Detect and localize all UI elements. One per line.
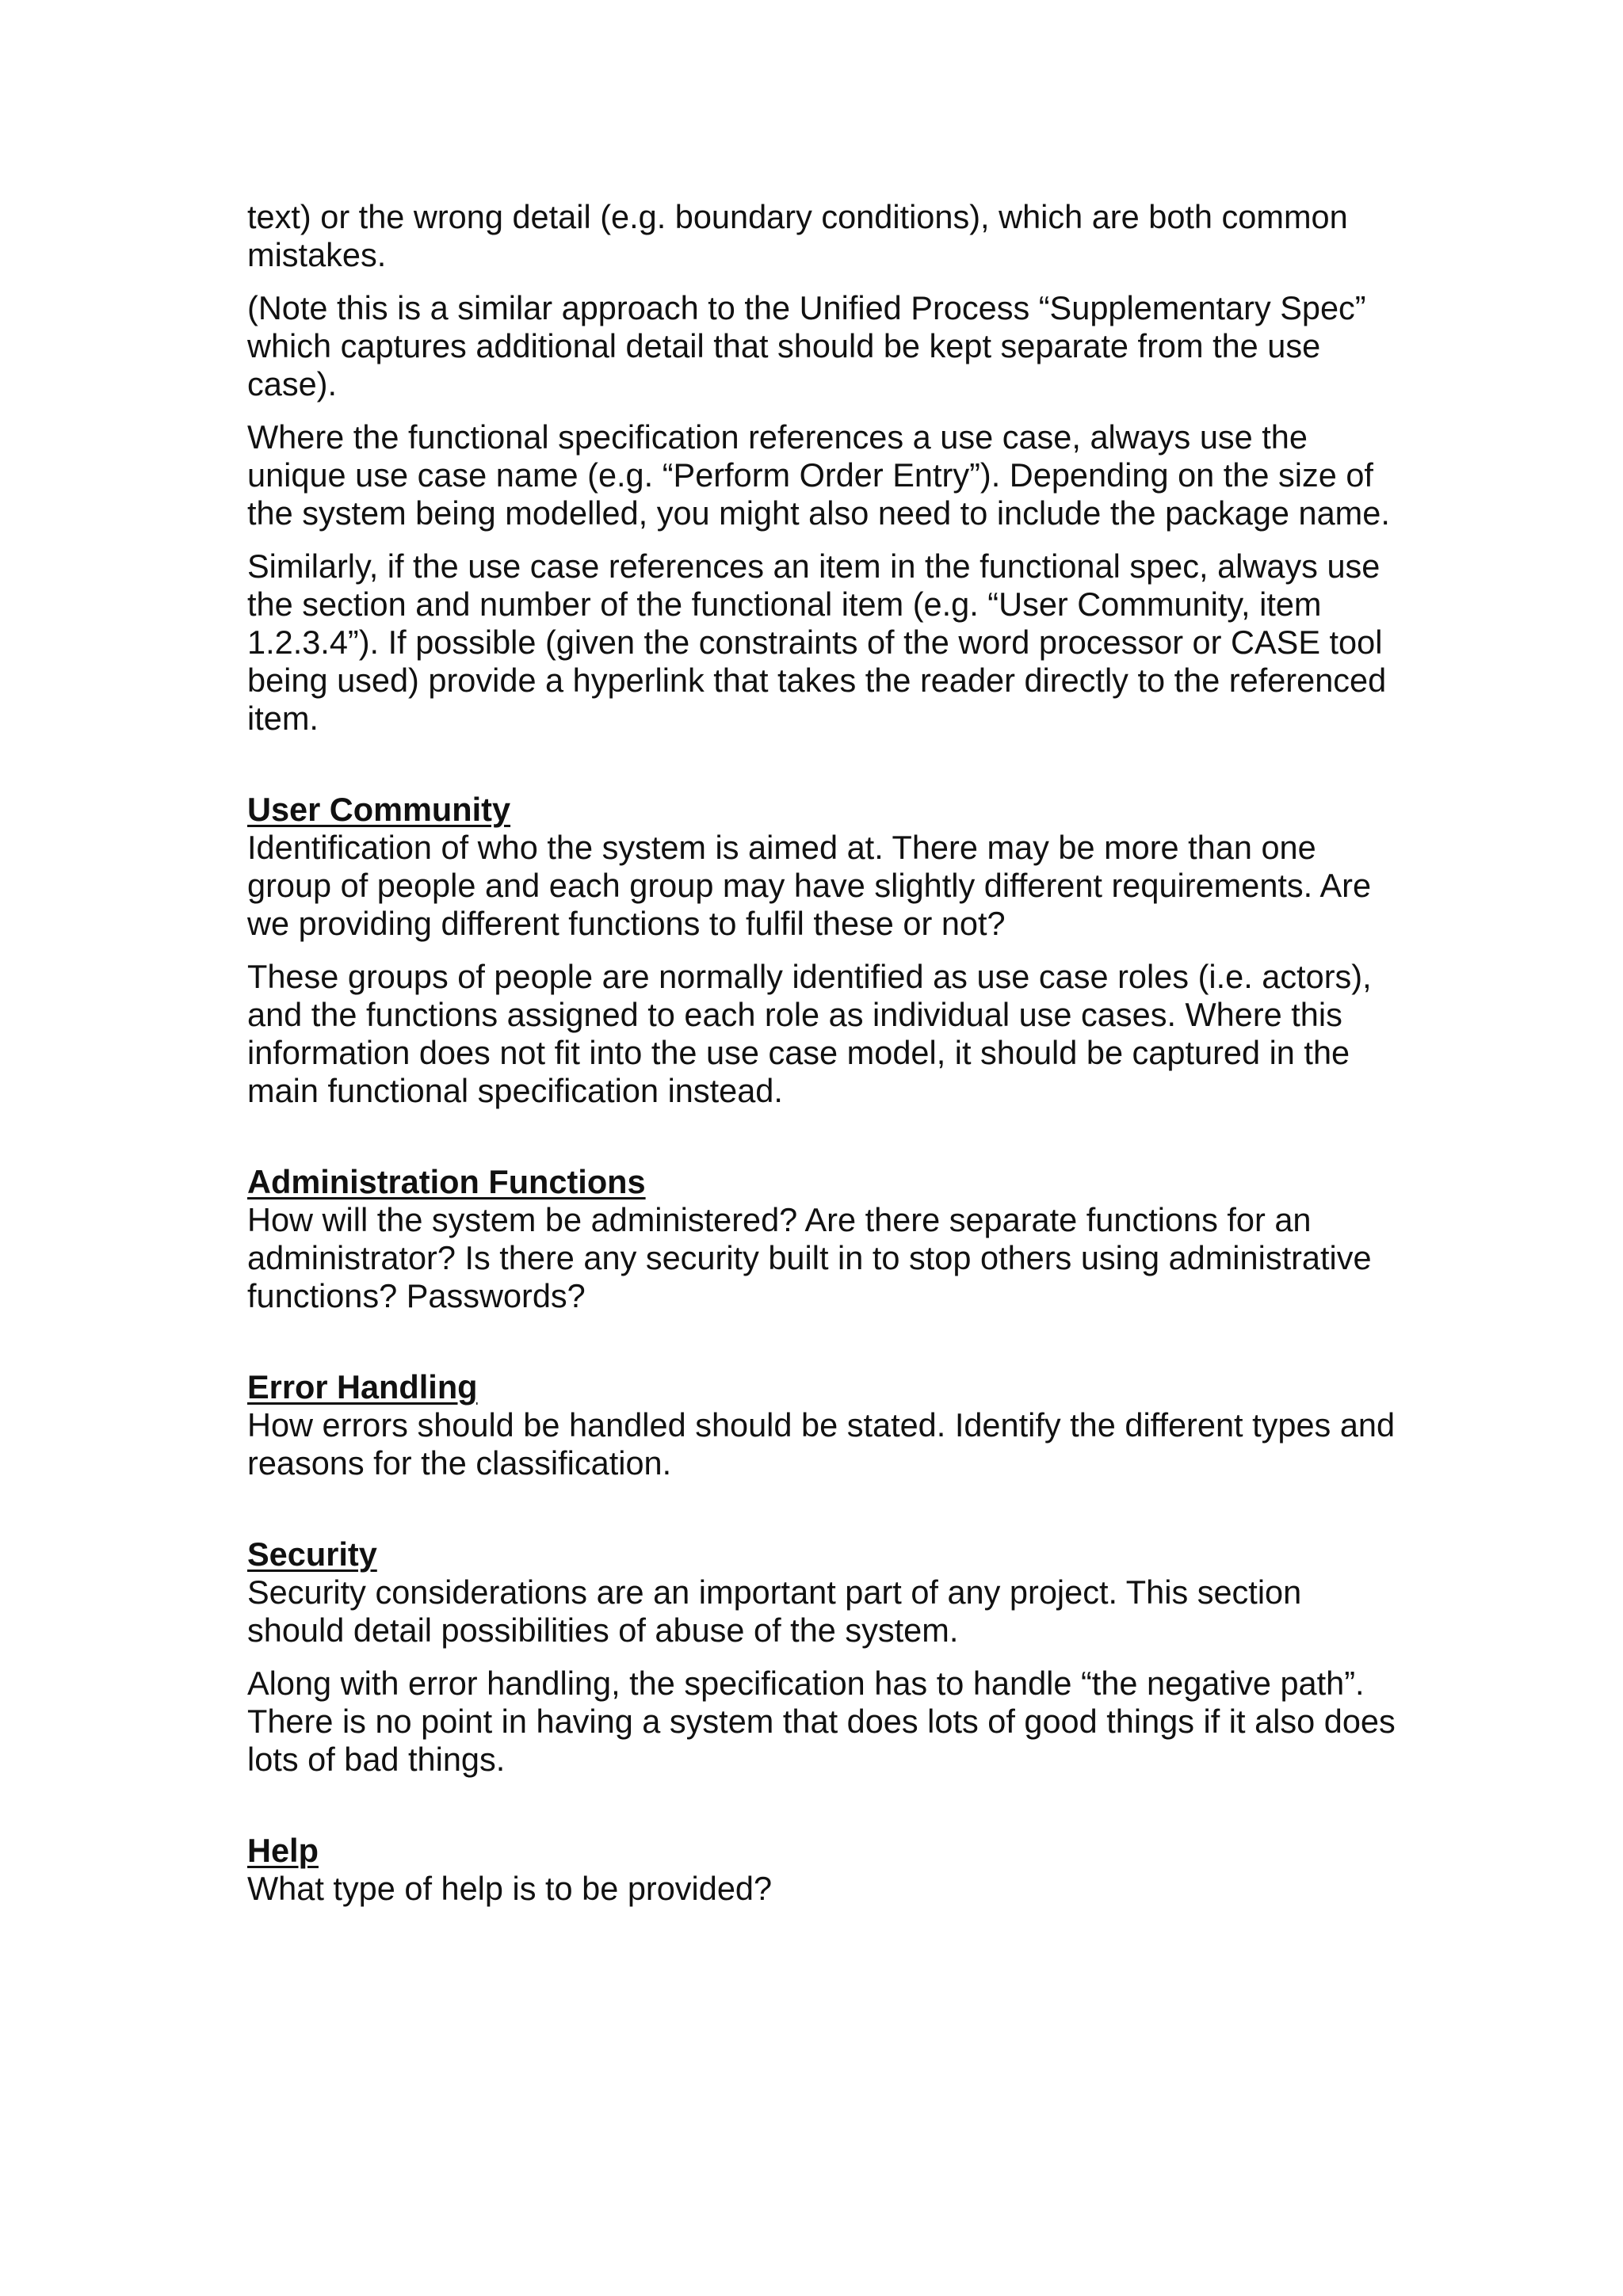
section-heading: Administration Functions <box>247 1163 646 1200</box>
section-paragraph: How will the system be administered? Are there separate functions for an administrator? Is there any security built in to stop others using administrative functions? Passwords? <box>247 1201 1372 1314</box>
section-paragraph: Identification of who the system is aimed at. There may be more than one group of people and each group may have slightly different requirements. Are we providing different functions to fulfil these or not? <box>247 829 1372 942</box>
section-paragraph: Along with error handling, the specification has to handle “the negative path”. There is no point in having a system that does lots of good things if it also does lots of bad things. <box>247 1665 1396 1778</box>
section-paragraph: These groups of people are normally identified as use case roles (i.e. actors), and the functions assigned to each role as individual use cases. Where this information does not fit into the use case model, it should be captured in the main functional specification instead. <box>247 958 1372 1109</box>
section-heading: Error Handling <box>247 1368 478 1405</box>
intro-paragraph: text) or the wrong detail (e.g. boundary conditions), which are both common mistakes. <box>247 198 1348 273</box>
document-page <box>247 198 1396 1923</box>
section-paragraph: Security considerations are an important part of any project. This section should detail possibilities of abuse of the system. <box>247 1573 1302 1649</box>
section-security <box>247 1535 1396 1779</box>
intro-paragraph: Similarly, if the use case references an item in the functional spec, always use the section and number of the functional item (e.g. “User Community, item 1.2.3.4”). If possible (given the constraints of the word processor or CASE tool being used) provide a hyperlink that takes the reader directly to the referenced item. <box>247 547 1387 737</box>
section-paragraph: What type of help is to be provided? <box>247 1870 773 1907</box>
section-heading: Security <box>247 1535 377 1573</box>
intro-paragraph: Where the functional specification references a use case, always use the unique use case name (e.g. “Perform Order Entry”). Depending on the size of the system being modelled, you might also need to include the package name. <box>247 418 1390 532</box>
section-error-handling <box>247 1368 1396 1482</box>
section-user-community <box>247 791 1396 1110</box>
section-heading: Help <box>247 1832 319 1869</box>
section-heading: User Community <box>247 791 511 828</box>
section-help <box>247 1832 1396 1908</box>
intro-block <box>247 198 1396 738</box>
section-administration-functions <box>247 1163 1396 1315</box>
section-paragraph: How errors should be handled should be stated. Identify the different types and reasons for the classification. <box>247 1406 1396 1482</box>
intro-paragraph: (Note this is a similar approach to the Unified Process “Supplementary Spec” which captures additional detail that should be kept separate from the use case). <box>247 289 1366 402</box>
